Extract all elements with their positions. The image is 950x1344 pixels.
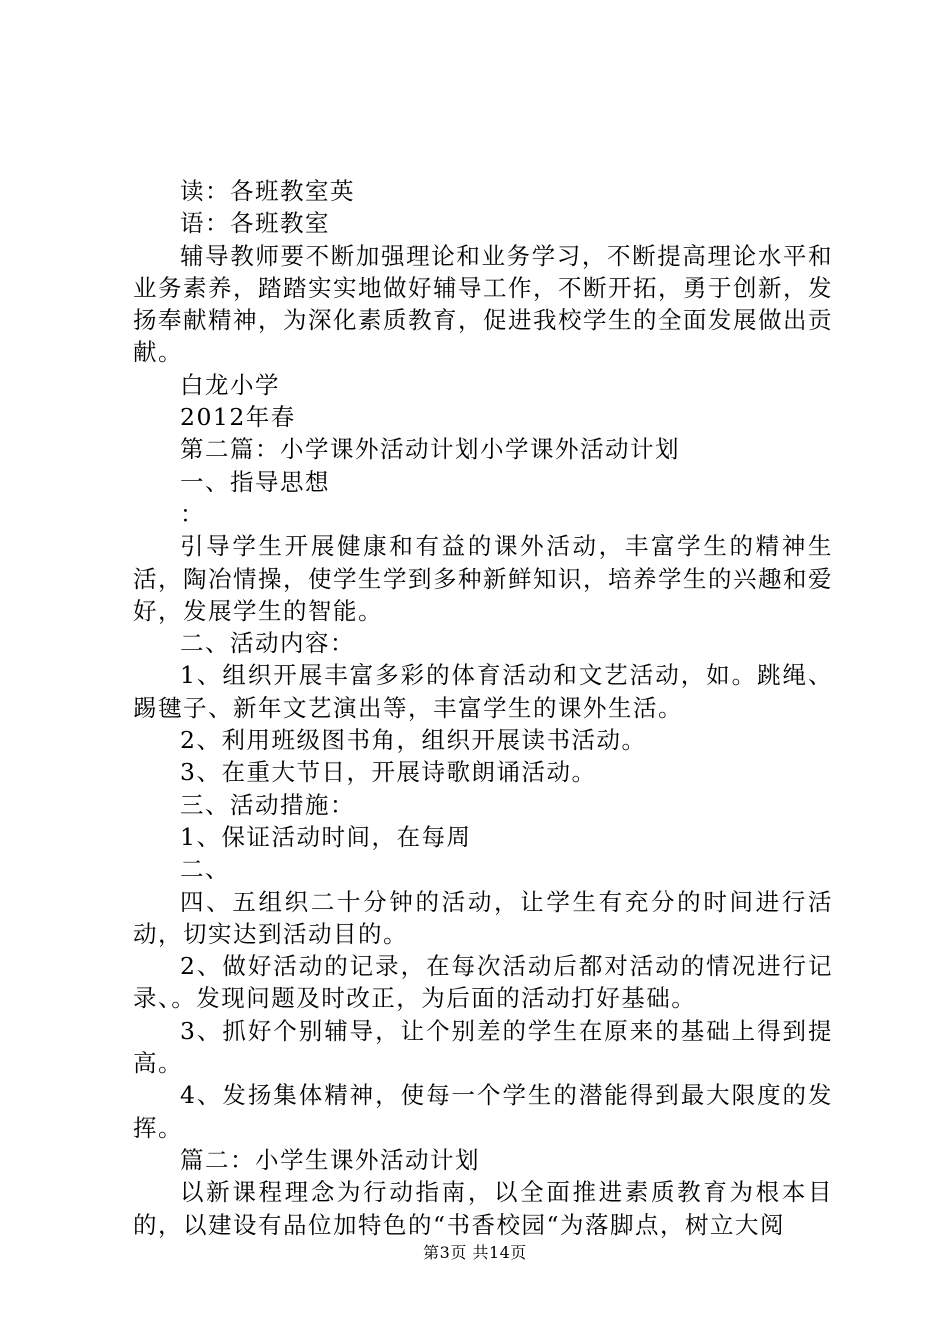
list-item: 1、组织开展丰富多彩的体育活动和文艺活动，如。跳绳、踢毽子、新年文艺演出等，丰富学生的课外生活。 [133,661,833,722]
paragraph: 以新课程理念为行动指南，以全面推进素质教育为根本目的，以建设有品位加特色的“书香校园“为落脚点，树立大阅 [133,1178,833,1239]
section-title: 篇二：小学生课外活动计划 [180,1145,480,1174]
paragraph: 读：各班教室英 [180,177,355,205]
section-title: 第二篇：小学课外活动计划小学课外活动计划 [180,435,680,464]
list-item: 2、做好活动的记录，在每次活动后都对活动的情况进行记录、。发现问题及时改正，为后面的活动打好基础。 [133,952,833,1013]
heading: 三、活动措施： [180,790,355,819]
list-item: 3、在重大节日，开展诗歌朗诵活动。 [180,758,597,787]
list-item: 2、利用班级图书角，组织开展读书活动。 [180,726,647,755]
heading: 一、指导思想 [180,467,330,496]
paragraph: ： [180,499,205,528]
list-item: 4、发扬集体精神，使每一个学生的潜能得到最大限度的发挥。 [133,1081,833,1142]
paragraph: 辅导教师要不断加强理论和业务学习，不断提高理论水平和业务素养，踏踏实实地做好辅导工作，不断开拓，勇于创新，发扬奉献精神，为深化素质教育，促进我校学生的全面发展做出贡献。 [133,241,833,367]
heading: 二、活动内容： [180,629,355,658]
list-item: 1、保证活动时间，在每周 [180,822,472,851]
page-number: 第3页 共14页 [423,1243,527,1262]
signature-date: 2012年春 [180,403,296,432]
document-body [133,175,833,1241]
paragraph: 引导学生开展健康和有益的课外活动，丰富学生的精神生活，陶冶情操，使学生学到多种新鲜知识，培养学生的兴趣和爱好，发展学生的智能。 [133,532,833,625]
list-item: 3、抓好个别辅导，让个别差的学生在原来的基础上得到提高。 [133,1016,833,1078]
paragraph: 四、五组织二十分钟的活动，让学生有充分的时间进行活动，切实达到活动目的。 [133,887,833,948]
paragraph: 语：各班教室 [180,209,330,238]
paragraph: 二、 [180,855,230,884]
signature-school: 白龙小学 [180,370,280,399]
